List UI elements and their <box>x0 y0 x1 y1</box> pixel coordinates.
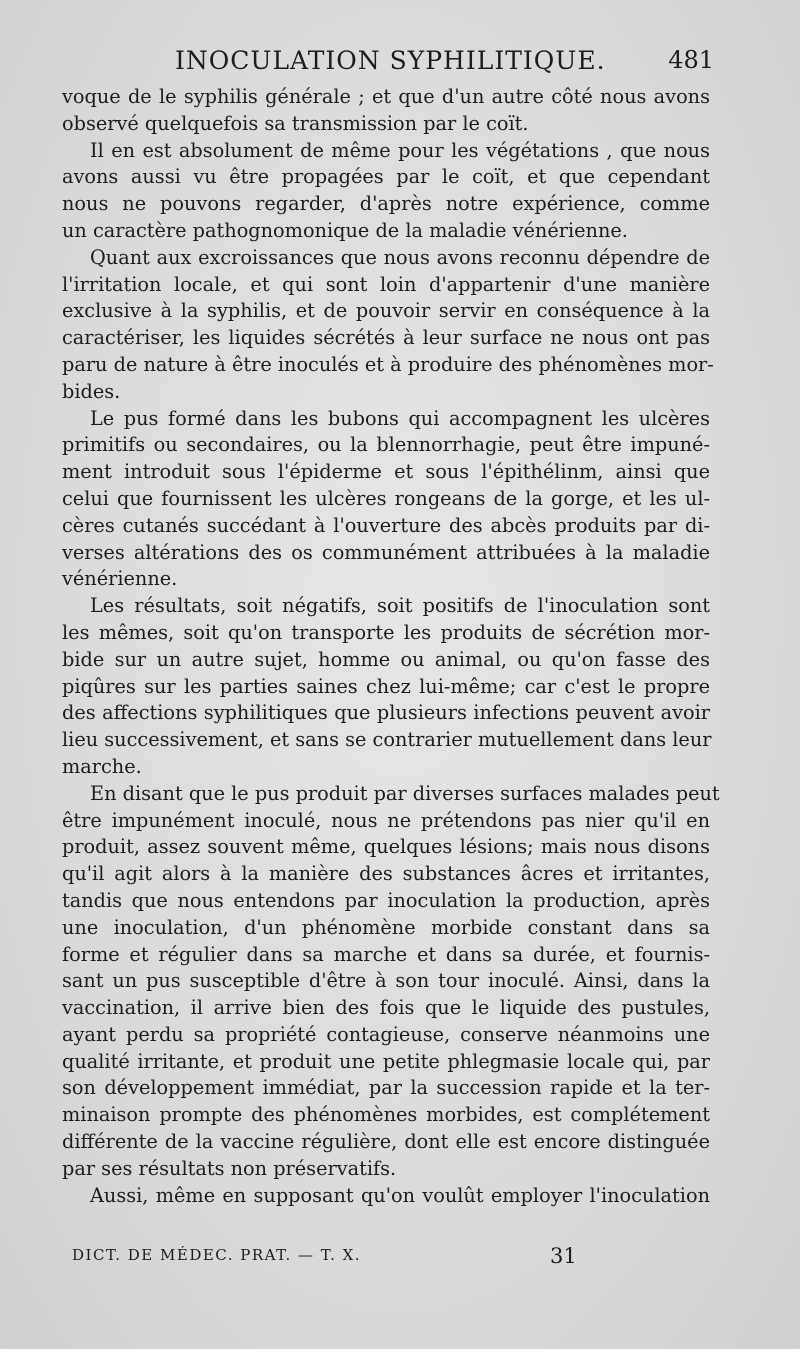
text-line: cères cutanés succédant à l'ouverture des abcès produits par di- <box>62 513 710 537</box>
text-line: par ses résultats non préservatifs. <box>62 1156 397 1180</box>
text-line: une inoculation, d'un phénomène morbide constant dans sa <box>62 915 710 939</box>
text-line: minaison prompte des phénomènes morbides, est complétement <box>62 1103 710 1127</box>
text-line: des affections syphilitiques que plusieurs infections peuvent avoir <box>62 701 710 725</box>
body-text <box>62 84 720 1209</box>
text-line: forme et régulier dans sa marche et dans sa durée, et fournis- <box>62 942 710 966</box>
text-line: un caractère pathognomonique de la maladie vénérienne. <box>62 218 628 242</box>
page-header <box>60 40 712 80</box>
text-line: paru de nature à être inoculés et à produire des phénomènes mor- <box>62 352 714 376</box>
text-line: les mêmes, soit qu'on transporte les produits de sécrétion mor- <box>62 620 710 644</box>
text-line: exclusive à la syphilis, et de pouvoir servir en conséquence à la <box>62 299 710 323</box>
text-line: son développement immédiat, par la succession rapide et la ter- <box>62 1076 710 1100</box>
text-line: qu'il agit alors à la manière des substances âcres et irritantes, <box>62 862 710 886</box>
text-line: Les résultats, soit négatifs, soit positifs de l'inoculation sont <box>90 594 710 618</box>
text-line: piqûres sur les parties saines chez lui-même; car c'est le propre <box>62 674 710 698</box>
text-line: marche. <box>62 754 142 778</box>
text-line: l'irritation locale, et qui sont loin d'appartenir d'une manière <box>62 272 710 296</box>
text-line: Il en est absolument de même pour les végétations , que nous <box>90 138 710 162</box>
text-line: lieu successivement, et sans se contrarier mutuellement dans leur <box>62 728 712 752</box>
running-title: INOCULATION SYPHILITIQUE. <box>175 46 606 75</box>
text-line: sant un pus susceptible d'être à son tour inoculé. Ainsi, dans la <box>62 969 710 993</box>
text-line: verses altérations des os communément attribuées à la maladie <box>62 540 710 564</box>
page-number: 481 <box>668 46 714 74</box>
text-line: produit, assez souvent même, quelques lésions; mais nous disons <box>62 835 710 859</box>
footer-source: DICT. DE MÉDEC. PRAT. — T. X. <box>72 1246 362 1264</box>
text-line: ment introduit sous l'épiderme et sous l'épithélinm, ainsi que <box>62 460 710 484</box>
text-line: avons aussi vu être propagées par le coït, et que cependant <box>62 165 710 189</box>
text-line: observé quelquefois sa transmission par le coït. <box>62 111 529 135</box>
text-line: vénérienne. <box>62 567 178 591</box>
text-line: primitifs ou secondaires, ou la blennorrhagie, peut être impuné- <box>62 433 710 457</box>
page-footer <box>72 1246 712 1274</box>
text-line: être impunément inoculé, nous ne prétendons pas nier qu'il en <box>62 808 710 832</box>
text-line: qualité irritante, et produit une petite phlegmasie locale qui, par <box>62 1049 710 1073</box>
text-line: différente de la vaccine régulière, dont elle est encore distinguée <box>62 1130 710 1154</box>
signature-mark: 31 <box>550 1244 577 1268</box>
text-line: ayant perdu sa propriété contagieuse, conserve néanmoins une <box>62 1022 710 1046</box>
text-line: celui que fournissent les ulcères rongeans de la gorge, et les ul- <box>62 486 710 510</box>
text-line: En disant que le pus produit par diverses surfaces malades peut <box>90 781 720 805</box>
text-line: voque de le syphilis générale ; et que d'un autre côté nous avons <box>62 85 710 108</box>
text-line: tandis que nous entendons par inoculation la production, après <box>62 888 710 912</box>
text-line: bide sur un autre sujet, homme ou animal, ou qu'on fasse des <box>62 647 710 671</box>
text-line: nous ne pouvons regarder, d'après notre expérience, comme <box>62 192 710 216</box>
text-line: Aussi, même en supposant qu'on voulût employer l'inoculation <box>90 1183 710 1207</box>
text-line: Quant aux excroissances que nous avons reconnu dépendre de <box>90 245 710 269</box>
text-line: caractériser, les liquides sécrétés à leur surface ne nous ont pas <box>62 326 710 350</box>
text-line: Le pus formé dans les bubons qui accompagnent les ulcères <box>90 406 710 430</box>
text-line: bides. <box>62 379 121 403</box>
text-line: vaccination, il arrive bien des fois que le liquide des pustules, <box>62 996 710 1020</box>
